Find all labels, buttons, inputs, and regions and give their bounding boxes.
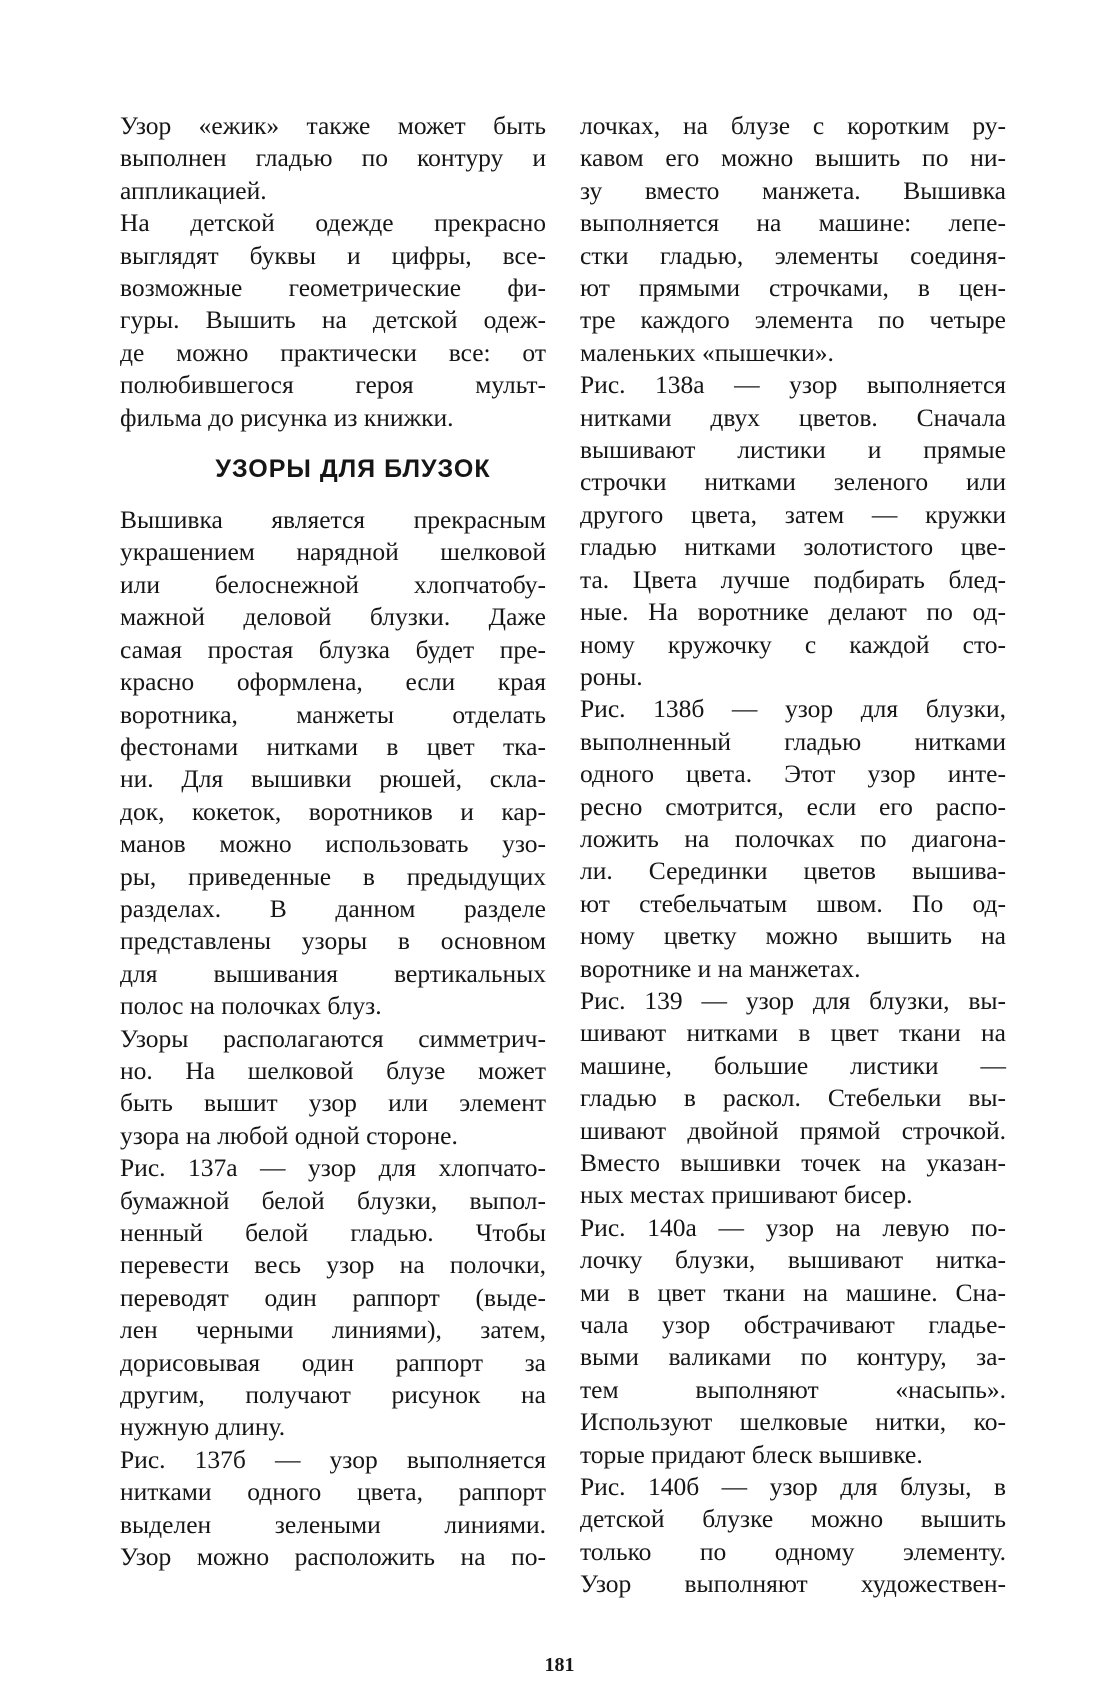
text-line: перевести весь узор на полочки, [120, 1250, 546, 1280]
text-line: де можно практически все: от [120, 337, 546, 367]
text-line: фильма до рисунка из книжки. [120, 402, 454, 432]
text-line: гладью в раскол. Стебельки вы- [580, 1083, 1006, 1113]
text-line: зу вместо манжета. Вышивка [580, 175, 1006, 205]
text-line: Узор «ежик» также может быть [120, 111, 546, 140]
paragraph [580, 110, 1006, 369]
text-line: Используют шелковые нитки, ко- [580, 1407, 1006, 1437]
text-line: чала узор обстрачивают гладье- [580, 1310, 1006, 1340]
text-line: ми в цвет ткани на машине. Сна- [580, 1277, 1006, 1307]
text-line: аппликацией. [120, 175, 267, 205]
paragraph [120, 110, 546, 207]
text-line: гладью нитками золотистого цве- [580, 532, 1006, 562]
text-line: другим, получают рисунок на [120, 1380, 546, 1410]
text-line: док, кокеток, воротников и кар- [120, 796, 546, 826]
text-line: ных местах пришивают бисер. [580, 1180, 913, 1210]
text-line: только по одному элементу. [580, 1536, 1006, 1566]
text-line: манов можно использовать узо- [120, 829, 546, 859]
text-line: лочку блузки, вышивают нитка- [580, 1245, 1006, 1275]
text-line: выполняется на машине: лепе- [580, 208, 1006, 238]
text-line: ры, приведенные в предыдущих [120, 861, 546, 891]
text-line: дорисовывая один раппорт за [120, 1347, 546, 1377]
text-line: маленьких «пышечки». [580, 337, 834, 367]
text-line: переводят один раппорт (выде- [120, 1282, 546, 1312]
text-line: представлены узоры в основном [120, 926, 546, 956]
text-line: строчки нитками зеленого или [580, 467, 1006, 497]
text-line: роны. [580, 661, 643, 691]
text-line: мажной деловой блузки. Даже [120, 602, 546, 632]
paragraph [580, 693, 1006, 985]
text-line: тем выполняют «насыпь». [580, 1374, 1006, 1404]
text-line: возможные геометрические фи- [120, 273, 546, 303]
text-line: шивают нитками в цвет ткани на [580, 1018, 1006, 1048]
text-line: украшением нарядной шелковой [120, 537, 546, 567]
text-line: бумажной белой блузки, выпол- [120, 1185, 546, 1215]
text-line: другого цвета, затем — кружки [580, 499, 1006, 529]
right-column [580, 110, 1006, 1601]
section-heading: УЗОРЫ ДЛЯ БЛУЗОК [215, 455, 491, 484]
paragraph [580, 369, 1006, 693]
text-line: Узор выполняют художествен- [580, 1569, 1006, 1599]
paragraph [580, 985, 1006, 1212]
text-line: Узоры располагаются симметрич- [120, 1023, 546, 1053]
text-line: шивают двойной прямой строчкой. [580, 1115, 1006, 1145]
text-line: быть вышит узор или элемент [120, 1088, 546, 1118]
text-line: ресно смотрится, если его распо- [580, 791, 1006, 821]
text-line: Вышивка является прекрасным [120, 505, 546, 535]
text-line: лен черными линиями), затем, [120, 1315, 546, 1345]
text-line: гуры. Вышить на детской одеж- [120, 305, 546, 335]
text-line: Вместо вышивки точек на указан- [580, 1148, 1006, 1177]
left-column [120, 110, 546, 1573]
text-line: детской блузке можно вышить [580, 1504, 1006, 1534]
text-line: та. Цвета лучше подбирать блед- [580, 564, 1006, 594]
text-line: одного цвета. Этот узор инте- [580, 759, 1006, 789]
text-line: выглядят буквы и цифры, все- [120, 240, 546, 270]
text-line: Рис. 137б — узор выполняется [120, 1444, 546, 1474]
text-line: полюбившегося героя мульт- [120, 370, 546, 400]
text-line: фестонами нитками в цвет тка- [120, 731, 546, 761]
text-line: ни. Для вышивки рюшей, скла- [120, 764, 546, 794]
text-line: воротнике и на манжетах. [580, 953, 861, 983]
text-line: ному цветку можно вышить на [580, 921, 1006, 951]
text-line: выми валиками по контуру, за- [580, 1342, 1006, 1372]
text-line: выполнен гладью по контуру и [120, 143, 546, 173]
text-line: полос на полочках блуз. [120, 991, 382, 1021]
text-line: ют стебельчатым швом. По од- [580, 888, 1006, 918]
text-line: но. На шелковой блузе может [120, 1055, 546, 1085]
text-line: Рис. 138б — узор для блузки, [580, 694, 1006, 724]
text-line: торые придают блеск вышивке. [580, 1439, 923, 1469]
page-number: 181 [544, 1654, 575, 1676]
text-line: разделах. В данном разделе [120, 893, 546, 923]
text-line: вышивают листики и прямые [580, 435, 1006, 465]
text-line: Рис. 139 — узор для блузки, вы- [580, 985, 1006, 1015]
text-line: красно оформлена, если края [120, 667, 546, 697]
paragraph [580, 1471, 1006, 1601]
text-line: выполненный гладью нитками [580, 726, 1006, 756]
text-line: узора на любой одной стороне. [120, 1120, 458, 1150]
text-line: самая простая блузка будет пре- [120, 634, 546, 664]
text-line: нужную длину. [120, 1412, 286, 1442]
text-line: стки гладью, элементы соединя- [580, 240, 1006, 270]
paragraph [120, 207, 546, 434]
text-line: ному кружочку с каждой сто- [580, 629, 1006, 659]
text-line: На детской одежде прекрасно [120, 208, 546, 238]
text-line: ложить на полочках по диагона- [580, 823, 1006, 853]
text-line: ные. На воротнике делают по од- [580, 597, 1006, 627]
text-line: нитками одного цвета, раппорт [120, 1477, 546, 1507]
text-line: воротника, манжеты отделать [120, 699, 546, 729]
paragraph [120, 504, 546, 1023]
text-line: или белоснежной хлопчатобу- [120, 569, 546, 599]
paragraph [120, 1023, 546, 1153]
text-line: ют прямыми строчками, в цен- [580, 273, 1006, 303]
text-line: ненный белой гладью. Чтобы [120, 1218, 546, 1247]
text-line: Рис. 140а — узор на левую по- [580, 1212, 1006, 1242]
text-line: выделен зелеными линиями. [120, 1509, 546, 1539]
paragraph [120, 1444, 546, 1574]
paragraph [120, 1152, 546, 1444]
text-line: Рис. 138а — узор выполняется [580, 370, 1006, 400]
text-line: тре каждого элемента по четыре [580, 305, 1006, 335]
text-line: Рис. 137а — узор для хлопчато- [120, 1153, 546, 1183]
text-line: ли. Серединки цветов вышива- [580, 856, 1006, 886]
text-line: Узор можно расположить на по- [120, 1542, 546, 1572]
text-line: кавом его можно вышить по ни- [580, 143, 1006, 173]
text-line: для вышивания вертикальных [120, 958, 546, 988]
text-line: Рис. 140б — узор для блузы, в [580, 1472, 1006, 1502]
paragraph [580, 1212, 1006, 1471]
text-line: нитками двух цветов. Сначала [580, 402, 1006, 432]
text-line: машине, большие листики — [580, 1050, 1006, 1080]
text-line: лочках, на блузе с коротким ру- [580, 111, 1006, 140]
